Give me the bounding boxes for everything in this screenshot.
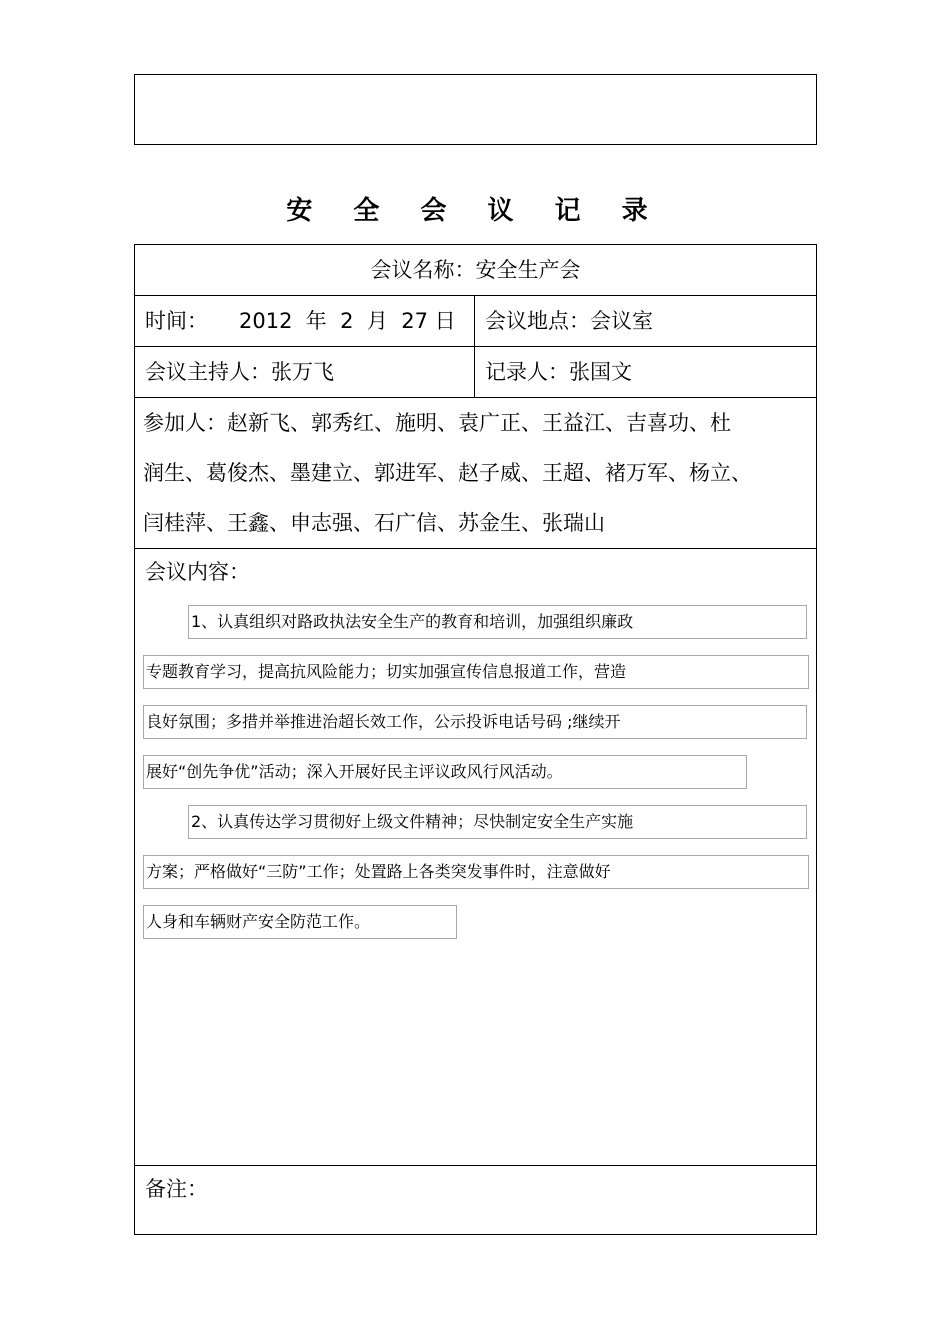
meeting-record-table — [134, 244, 817, 1235]
note-row — [135, 1166, 816, 1234]
time-label: 时间： — [145, 309, 208, 333]
page-title: 安 全 会 议 记 录 — [286, 196, 664, 226]
meeting-name: 会议名称：安全生产会 — [370, 258, 581, 282]
time-value: 2012 年 2 月 27 日 — [239, 309, 456, 333]
content-text-line: 人身和车辆财产安全防范工作。 — [143, 905, 457, 939]
time-cell — [135, 296, 475, 346]
attendees-line: 闫桂萍、王鑫、申志强、石广信、苏金生、张瑞山 — [143, 511, 605, 535]
attendees-row — [135, 398, 816, 549]
content-text-line: 专题教育学习，提高抗风险能力；切实加强宣传信息报道工作，营造 — [143, 655, 809, 689]
time-location-row — [135, 296, 816, 347]
location: 会议地点：会议室 — [485, 309, 653, 333]
content-text-line: 1、认真组织对路政执法安全生产的教育和培训，加强组织廉政 — [188, 605, 807, 639]
content-text-line: 展好“创先争优”活动；深入开展好民主评议政风行风活动。 — [143, 755, 747, 789]
host: 会议主持人：张万飞 — [135, 347, 475, 397]
attendees-line: 润生、葛俊杰、墨建立、郭进军、赵子威、王超、褚万军、杨立、 — [143, 461, 752, 485]
content-row — [135, 549, 816, 1166]
recorder: 记录人：张国文 — [485, 360, 632, 384]
attendees-line: 参加人：赵新飞、郭秀红、施明、袁广正、王益江、吉喜功、杜 — [143, 411, 731, 435]
content-text-line: 方案；严格做好“三防”工作；处置路上各类突发事件时，注意做好 — [143, 855, 809, 889]
header-blank-box — [134, 74, 817, 145]
content-label: 会议内容： — [145, 560, 250, 584]
meeting-name-row — [135, 245, 816, 296]
content-text-line: 良好氛围；多措并举推进治超长效工作，公示投诉电话号码 ;继续开 — [143, 705, 807, 739]
note-label: 备注： — [145, 1177, 208, 1201]
host-recorder-row — [135, 347, 816, 398]
content-text-line: 2、认真传达学习贯彻好上级文件精神；尽快制定安全生产实施 — [188, 805, 807, 839]
attendees-list — [143, 398, 813, 548]
